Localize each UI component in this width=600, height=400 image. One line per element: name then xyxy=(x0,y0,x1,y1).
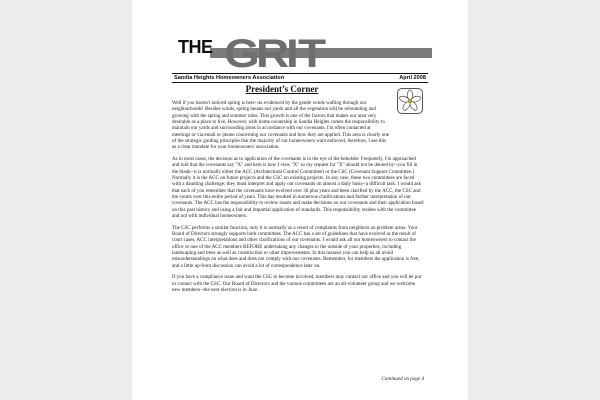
issue-date: April 2008 xyxy=(399,75,426,81)
article-paragraph-1: Well if you haven't noticed spring is here--as evidenced by the gentle winds wafting through our neighborhoods! Besides winds, spring means our yards and all the vegetation will be rebounding and growing with the spring and summer rains. This growth is one of the factors that makes our area very desirable as a place to live. However, with home ownership in Sandia Heights comes the responsibility to maintain our yards and surrounding areas in accordance with our covenants. I'm often contacted at meetings or via email or phone concerning our covenants and how they are applied. This area is clearly one of the strategic guiding principles that the majority of our homeowners want enforced, therefore, I see this as a clear mandate for your homeowners' association. xyxy=(172,100,389,151)
logo-letter-g: G xyxy=(224,32,259,76)
association-name: Sandia Heights Homeowners Association xyxy=(174,75,285,81)
article-paragraph-2: As in most cases, the decision as to application of the covenants is in the eye of the beholder. Frequently, I'm approached and told that the covenants say "X" and here is how I view "X" so my request for "X" should not be denied by--you fill in the blank--it is normally either the ACC (Architectural Control Committee) or the CSC (Covenant Support Committee.) Normally it is the ACC on future projects and the CSC on existing projects. In any case, these two committees are faced with a daunting challenge; they must interpret and apply our covenants on almost a daily basis--a difficult task. I would ask that each of you remember that the covenants have evolved over 30 plus years and been clarified by the ACC, the CSC and the courts over this entire period of years. This has resulted in numerous clarifications and further interpretation of our covenants. The ACC has the responsibility to review issues and make decisions on our covenants and their application based on this past history and using a fair and impartial application of standards. This responsibility resides with the committee and not with individual homeowners. xyxy=(172,155,424,220)
info-bar xyxy=(172,73,428,83)
masthead-logo xyxy=(224,32,326,76)
article-body xyxy=(172,100,424,298)
article-paragraph-4: If you have a compliance issue and want the CSC to become involved, members may contact our office and you will be put in contact with the CSC. Our Board of Directors and the various committees are an all-volunteer group and we welcome new members--the next election is in June. xyxy=(172,274,422,293)
article-paragraph-3: The CSC performs a similar function, only it is normally as a result of complaints from neighbors on problem areas. Your Board of Directors strongly supports both committees. The ACC has a set of guidelines that have evolved as the result of court cases, ACC interpretations and other clarifications of our covenants. I would ask all our homeowners to contact the office or one of the ACC members BEFORE undertaking any changes to the outside of your properties, including landscaping and trees as well as construction or other improvements. In this manner you can help us all avoid misunderstandings on what does and does not comply with our covenants. Remember, for members the application is free, and a little up-front discussion can avoid a lot of correspondence later on. xyxy=(172,224,420,269)
article-title: President’s Corner xyxy=(245,84,319,94)
logo-letter-t: T xyxy=(298,32,326,76)
masthead xyxy=(172,33,432,78)
logo-letter-i: I xyxy=(286,32,298,76)
newsletter-page xyxy=(132,0,468,400)
continued-note: Continued on page 4 xyxy=(381,376,424,382)
masthead-the: THE xyxy=(178,37,213,57)
logo-letter-r: R xyxy=(256,32,289,76)
